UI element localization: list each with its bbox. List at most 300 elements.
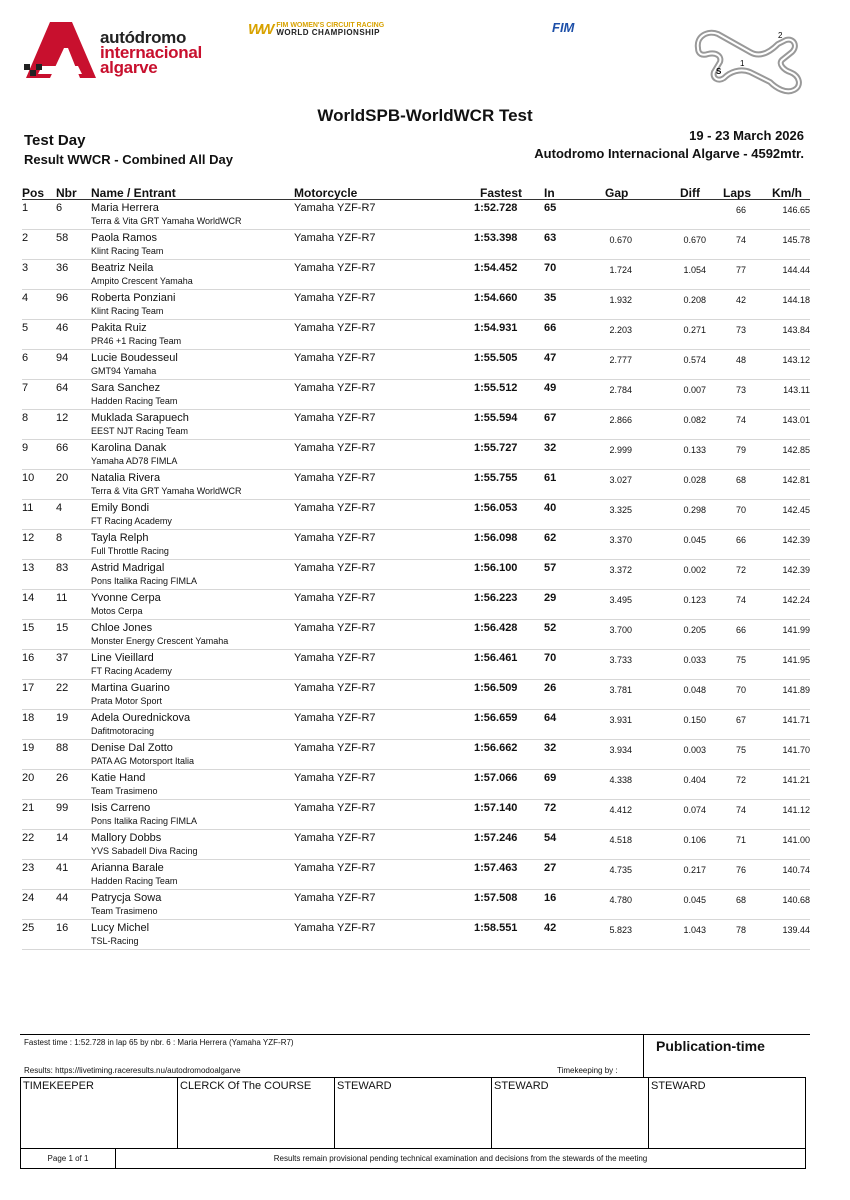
entrant-name: Yamaha AD78 FIMLA (91, 456, 178, 466)
nbr-cell: 58 (56, 232, 69, 244)
gap-cell: 2.866 (609, 415, 632, 425)
diff-cell: 0.271 (683, 325, 706, 335)
fastest-lap-cell: 1:54.660 (474, 292, 518, 304)
venue: Autodromo Internacional Algarve - 4592mtr. (534, 146, 804, 161)
speed-cell: 142.85 (782, 445, 810, 455)
pos-cell: 20 (22, 772, 35, 784)
pos-cell: 6 (22, 352, 29, 364)
in-lap-cell: 65 (544, 202, 557, 214)
in-lap-cell: 52 (544, 622, 557, 634)
speed-cell: 141.00 (782, 835, 810, 845)
speed-cell: 143.12 (782, 355, 810, 365)
fastest-lap-cell: 1:54.931 (474, 322, 518, 334)
diff-cell: 0.404 (683, 775, 706, 785)
pos-cell: 9 (22, 442, 29, 454)
fastest-lap-cell: 1:56.509 (474, 682, 518, 694)
speed-cell: 141.12 (782, 805, 810, 815)
laps-cell: 74 (735, 235, 746, 245)
table-row (22, 860, 810, 890)
circuit-logo-mark-icon (20, 18, 98, 82)
entrant-name: Ampito Crescent Yamaha (91, 276, 193, 286)
col-header-pos: Pos (22, 186, 45, 200)
motorcycle-cell: Yamaha YZF-R7 (294, 322, 376, 334)
laps-cell: 78 (735, 925, 746, 935)
fim-logo: FIM (552, 20, 575, 35)
nbr-cell: 99 (56, 802, 69, 814)
table-row (22, 770, 810, 800)
nbr-cell: 66 (56, 442, 69, 454)
gap-cell: 3.027 (609, 475, 632, 485)
sign-cell-clerk: CLERCK Of The COURSE (178, 1078, 335, 1148)
table-row (22, 590, 810, 620)
table-row (22, 380, 810, 410)
laps-cell: 74 (735, 415, 746, 425)
pos-cell: 13 (22, 562, 35, 574)
fastest-lap-cell: 1:56.223 (474, 592, 518, 604)
pos-cell: 10 (22, 472, 35, 484)
gap-cell: 2.784 (609, 385, 632, 395)
rider-name: Yvonne Cerpa (91, 592, 161, 604)
in-lap-cell: 70 (544, 262, 557, 274)
table-row (22, 560, 810, 590)
rider-name: Chloe Jones (91, 622, 153, 634)
entrant-name: Prata Motor Sport (91, 696, 163, 706)
pos-cell: 8 (22, 412, 29, 424)
fastest-lap-cell: 1:54.452 (474, 262, 518, 274)
gap-cell: 4.518 (609, 835, 632, 845)
circuit-logo (20, 18, 220, 84)
nbr-cell: 15 (56, 622, 69, 634)
pos-cell: 23 (22, 862, 35, 874)
entrant-name: Full Throttle Racing (91, 546, 169, 556)
rider-name: Roberta Ponziani (91, 292, 176, 304)
pos-cell: 25 (22, 922, 35, 934)
track-map-icon (690, 22, 810, 96)
table-row (22, 230, 810, 260)
entrant-name: Klint Racing Team (91, 246, 164, 256)
table-row (22, 410, 810, 440)
fastest-lap-cell: 1:56.461 (474, 652, 518, 664)
gap-cell: 0.670 (609, 235, 632, 245)
diff-cell: 0.205 (683, 625, 706, 635)
motorcycle-cell: Yamaha YZF-R7 (294, 502, 376, 514)
gap-cell: 1.724 (609, 265, 632, 275)
laps-cell: 70 (735, 505, 746, 515)
results-table (0, 200, 850, 950)
nbr-cell: 83 (56, 562, 69, 574)
fastest-lap-cell: 1:57.246 (474, 832, 518, 844)
col-header-fastest: Fastest (480, 186, 523, 200)
diff-cell: 0.298 (683, 505, 706, 515)
entrant-name: FT Racing Academy (91, 666, 172, 676)
fastest-lap-cell: 1:55.594 (474, 412, 518, 424)
nbr-cell: 22 (56, 682, 69, 694)
speed-cell: 142.39 (782, 535, 810, 545)
rider-name: Lucy Michel (91, 922, 150, 934)
in-lap-cell: 70 (544, 652, 557, 664)
in-lap-cell: 69 (544, 772, 557, 784)
gap-cell: 3.325 (609, 505, 632, 515)
diff-cell: 0.082 (683, 415, 706, 425)
col-header-in: In (544, 186, 555, 200)
speed-cell: 141.21 (782, 775, 810, 785)
fastest-lap-cell: 1:56.100 (474, 562, 518, 574)
rider-name: Mallory Dobbs (91, 832, 162, 844)
laps-cell: 71 (735, 835, 746, 845)
in-lap-cell: 32 (544, 442, 557, 454)
speed-cell: 142.39 (782, 565, 810, 575)
speed-cell: 145.78 (782, 235, 810, 245)
laps-cell: 66 (735, 625, 746, 635)
fastest-lap-cell: 1:57.066 (474, 772, 518, 784)
speed-cell: 140.74 (782, 865, 810, 875)
fastest-lap-cell: 1:55.755 (474, 472, 518, 484)
fastest-lap-cell: 1:57.463 (474, 862, 518, 874)
nbr-cell: 41 (56, 862, 69, 874)
laps-cell: 70 (735, 685, 746, 695)
speed-cell: 141.95 (782, 655, 810, 665)
laps-cell: 74 (735, 805, 746, 815)
in-lap-cell: 63 (544, 232, 557, 244)
motorcycle-cell: Yamaha YZF-R7 (294, 742, 376, 754)
diff-cell: 1.054 (683, 265, 706, 275)
motorcycle-cell: Yamaha YZF-R7 (294, 652, 376, 664)
motorcycle-cell: Yamaha YZF-R7 (294, 382, 376, 394)
gap-cell: 4.412 (609, 805, 632, 815)
pos-cell: 4 (22, 292, 29, 304)
series-logo (248, 20, 384, 38)
rider-name: Isis Carreno (91, 802, 151, 814)
speed-cell: 142.45 (782, 505, 810, 515)
pos-cell: 1 (22, 202, 29, 214)
gap-cell: 2.203 (609, 325, 632, 335)
in-lap-cell: 27 (544, 862, 557, 874)
sign-cell-steward-1: STEWARD (335, 1078, 492, 1148)
motorcycle-cell: Yamaha YZF-R7 (294, 412, 376, 424)
in-lap-cell: 62 (544, 532, 557, 544)
rider-name: Patrycja Sowa (91, 892, 162, 904)
in-lap-cell: 40 (544, 502, 557, 514)
in-lap-cell: 16 (544, 892, 557, 904)
in-lap-cell: 32 (544, 742, 557, 754)
result-title: Result WWCR - Combined All Day (24, 152, 233, 167)
diff-cell: 0.007 (683, 385, 706, 395)
diff-cell: 0.150 (683, 715, 706, 725)
circuit-logo-line1: autódromo (100, 28, 187, 47)
motorcycle-cell: Yamaha YZF-R7 (294, 532, 376, 544)
series-logo-line1: FIM WOMEN'S CIRCUIT RACING (276, 22, 385, 29)
entrant-name: GMT94 Yamaha (91, 366, 157, 376)
rider-name: Adela Ourednickova (91, 712, 191, 724)
speed-cell: 141.99 (782, 625, 810, 635)
speed-cell: 141.89 (782, 685, 810, 695)
gap-cell: 3.781 (609, 685, 632, 695)
series-logo-mark-icon: WW (248, 20, 273, 38)
col-header-motorcycle: Motorcycle (294, 186, 358, 200)
laps-cell: 79 (735, 445, 746, 455)
laps-cell: 77 (735, 265, 746, 275)
diff-cell: 0.045 (683, 535, 706, 545)
diff-cell: 0.208 (683, 295, 706, 305)
table-row (22, 680, 810, 710)
nbr-cell: 88 (56, 742, 69, 754)
motorcycle-cell: Yamaha YZF-R7 (294, 562, 376, 574)
nbr-cell: 8 (56, 532, 63, 544)
pos-cell: 7 (22, 382, 29, 394)
pos-cell: 18 (22, 712, 35, 724)
pos-cell: 16 (22, 652, 35, 664)
motorcycle-cell: Yamaha YZF-R7 (294, 622, 376, 634)
entrant-name: Pons Italika Racing FIMLA (91, 576, 198, 586)
gap-cell: 3.733 (609, 655, 632, 665)
diff-cell: 0.217 (683, 865, 706, 875)
gap-cell: 2.777 (609, 355, 632, 365)
nbr-cell: 36 (56, 262, 69, 274)
pos-cell: 21 (22, 802, 35, 814)
motorcycle-cell: Yamaha YZF-R7 (294, 232, 376, 244)
rider-name: Martina Guarino (91, 682, 170, 694)
fastest-lap-cell: 1:56.098 (474, 532, 518, 544)
speed-cell: 140.68 (782, 895, 810, 905)
nbr-cell: 20 (56, 472, 69, 484)
footer-info-bar (20, 1149, 806, 1169)
pos-cell: 2 (22, 232, 29, 244)
circuit-logo-line2: internacional (100, 43, 202, 62)
results-url: Results: https://livetiming.raceresults.nu/autodromodoalgarve (24, 1066, 241, 1075)
laps-cell: 73 (735, 325, 746, 335)
entrant-name: Terra & Vita GRT Yamaha WorldWCR (91, 486, 242, 496)
laps-cell: 72 (735, 565, 746, 575)
diff-cell: 0.133 (683, 445, 706, 455)
laps-cell: 68 (735, 475, 746, 485)
fastest-lap-cell: 1:56.428 (474, 622, 518, 634)
event-dates: 19 - 23 March 2026 (689, 128, 804, 143)
diff-cell: 0.033 (683, 655, 706, 665)
pos-cell: 3 (22, 262, 29, 274)
rider-name: Line Vieillard (91, 652, 154, 664)
in-lap-cell: 67 (544, 412, 557, 424)
rider-name: Muklada Sarapuech (91, 412, 189, 424)
sign-cell-steward-2: STEWARD (492, 1078, 649, 1148)
table-row (22, 530, 810, 560)
fastest-time-note: Fastest time : 1:52.728 in lap 65 by nbr. 6 : Maria Herrera (Yamaha YZF-R7) (24, 1038, 294, 1047)
laps-cell: 73 (735, 385, 746, 395)
speed-cell: 143.11 (783, 385, 810, 395)
track-start-label: S (716, 67, 722, 76)
rider-name: Natalia Rivera (91, 472, 161, 484)
in-lap-cell: 47 (544, 352, 557, 364)
series-logo-line2: WORLD CHAMPIONSHIP (276, 28, 380, 37)
motorcycle-cell: Yamaha YZF-R7 (294, 802, 376, 814)
entrant-name: Monster Energy Crescent Yamaha (91, 636, 229, 646)
nbr-cell: 96 (56, 292, 69, 304)
laps-cell: 76 (735, 865, 746, 875)
entrant-name: Hadden Racing Team (91, 876, 178, 886)
col-header-gap: Gap (605, 186, 629, 200)
timekeeping-label: Timekeeping by : (557, 1066, 618, 1075)
pos-cell: 24 (22, 892, 35, 904)
track-sector-2-label: 2 (778, 31, 783, 40)
table-row (22, 290, 810, 320)
speed-cell: 146.65 (782, 205, 810, 215)
footer-divider (20, 1034, 810, 1035)
diff-cell: 0.045 (683, 895, 706, 905)
nbr-cell: 12 (56, 412, 69, 424)
speed-cell: 143.01 (782, 415, 810, 425)
entrant-name: Pons Italika Racing FIMLA (91, 816, 198, 826)
speed-cell: 142.24 (782, 595, 810, 605)
gap-cell: 3.931 (609, 715, 632, 725)
speed-cell: 144.44 (782, 265, 810, 275)
laps-cell: 68 (735, 895, 746, 905)
rider-name: Karolina Danak (91, 442, 167, 454)
motorcycle-cell: Yamaha YZF-R7 (294, 712, 376, 724)
session-title: Test Day (24, 132, 86, 149)
col-header-diff: Diff (680, 186, 700, 200)
laps-cell: 74 (735, 595, 746, 605)
nbr-cell: 6 (56, 202, 63, 214)
entrant-name: TSL-Racing (91, 936, 139, 946)
fastest-lap-cell: 1:56.662 (474, 742, 518, 754)
table-row (22, 200, 810, 230)
fastest-lap-cell: 1:57.140 (474, 802, 518, 814)
nbr-cell: 11 (56, 592, 68, 604)
fastest-lap-cell: 1:55.505 (474, 352, 518, 364)
col-header-kmh: Km/h (772, 186, 802, 200)
table-row (22, 500, 810, 530)
diff-cell: 1.043 (683, 925, 706, 935)
entrant-name: EEST NJT Racing Team (91, 426, 189, 436)
speed-cell: 144.18 (782, 295, 810, 305)
motorcycle-cell: Yamaha YZF-R7 (294, 472, 376, 484)
entrant-name: Team Trasimeno (91, 786, 158, 796)
entrant-name: PR46 +1 Racing Team (91, 336, 182, 346)
motorcycle-cell: Yamaha YZF-R7 (294, 922, 376, 934)
in-lap-cell: 64 (544, 712, 557, 724)
rider-name: Maria Herrera (91, 202, 159, 214)
entrant-name: Team Trasimeno (91, 906, 158, 916)
motorcycle-cell: Yamaha YZF-R7 (294, 682, 376, 694)
nbr-cell: 4 (56, 502, 63, 514)
table-row (22, 890, 810, 920)
publication-time: Publication-time (656, 1038, 765, 1054)
nbr-cell: 19 (56, 712, 69, 724)
entrant-name: PATA AG Motorsport Italia (91, 756, 195, 766)
speed-cell: 139.44 (782, 925, 810, 935)
gap-cell: 5.823 (609, 925, 632, 935)
fastest-lap-cell: 1:52.728 (474, 202, 518, 214)
table-row (22, 800, 810, 830)
motorcycle-cell: Yamaha YZF-R7 (294, 772, 376, 784)
table-row (22, 260, 810, 290)
table-row (22, 710, 810, 740)
col-header-laps: Laps (723, 186, 752, 200)
motorcycle-cell: Yamaha YZF-R7 (294, 862, 376, 874)
pos-cell: 14 (22, 592, 35, 604)
entrant-name: Motos Cerpa (91, 606, 143, 616)
speed-cell: 143.84 (782, 325, 810, 335)
in-lap-cell: 54 (544, 832, 557, 844)
rider-name: Arianna Barale (91, 862, 164, 874)
gap-cell: 4.338 (609, 775, 632, 785)
table-row (22, 830, 810, 860)
pos-cell: 17 (22, 682, 35, 694)
sign-cell-steward-3: STEWARD (651, 1080, 706, 1092)
page-number: Page 1 of 1 (21, 1149, 116, 1168)
motorcycle-cell: Yamaha YZF-R7 (294, 262, 376, 274)
fastest-lap-cell: 1:56.053 (474, 502, 518, 514)
diff-cell: 0.106 (683, 835, 706, 845)
laps-cell: 66 (735, 205, 746, 215)
diff-cell: 0.002 (683, 565, 706, 575)
rider-name: Lucie Boudesseul (91, 352, 178, 364)
in-lap-cell: 57 (544, 562, 557, 574)
entrant-name: Klint Racing Team (91, 306, 164, 316)
sign-cell-timekeeper: TIMEKEEPER (21, 1078, 178, 1148)
table-row (22, 740, 810, 770)
rider-name: Katie Hand (91, 772, 146, 784)
motorcycle-cell: Yamaha YZF-R7 (294, 352, 376, 364)
gap-cell: 2.999 (609, 445, 632, 455)
motorcycle-cell: Yamaha YZF-R7 (294, 832, 376, 844)
fastest-lap-cell: 1:55.512 (474, 382, 518, 394)
pos-cell: 15 (22, 622, 35, 634)
rider-name: Sara Sanchez (91, 382, 161, 394)
rider-name: Denise Dal Zotto (91, 742, 173, 754)
motorcycle-cell: Yamaha YZF-R7 (294, 592, 376, 604)
table-row (22, 620, 810, 650)
pos-cell: 19 (22, 742, 35, 754)
diff-cell: 0.670 (683, 235, 706, 245)
table-row (22, 440, 810, 470)
rider-name: Tayla Relph (91, 532, 149, 544)
motorcycle-cell: Yamaha YZF-R7 (294, 892, 376, 904)
rider-name: Pakita Ruiz (91, 322, 147, 334)
fastest-lap-cell: 1:57.508 (474, 892, 518, 904)
col-header-name: Name / Entrant (91, 186, 176, 200)
motorcycle-cell: Yamaha YZF-R7 (294, 292, 376, 304)
pos-cell: 12 (22, 532, 35, 544)
in-lap-cell: 66 (544, 322, 557, 334)
in-lap-cell: 61 (544, 472, 557, 484)
pos-cell: 22 (22, 832, 35, 844)
diff-cell: 0.048 (683, 685, 706, 695)
laps-cell: 48 (735, 355, 746, 365)
entrant-name: Terra & Vita GRT Yamaha WorldWCR (91, 216, 242, 226)
speed-cell: 141.71 (782, 715, 810, 725)
diff-cell: 0.123 (683, 595, 706, 605)
gap-cell: 1.932 (609, 295, 632, 305)
table-row (22, 650, 810, 680)
fastest-lap-cell: 1:56.659 (474, 712, 518, 724)
laps-cell: 67 (735, 715, 746, 725)
nbr-cell: 46 (56, 322, 69, 334)
nbr-cell: 14 (56, 832, 69, 844)
table-row (22, 320, 810, 350)
fastest-lap-cell: 1:53.398 (474, 232, 518, 244)
rider-name: Emily Bondi (91, 502, 150, 514)
motorcycle-cell: Yamaha YZF-R7 (294, 202, 376, 214)
gap-cell: 3.495 (609, 595, 632, 605)
rider-name: Paola Ramos (91, 232, 158, 244)
diff-cell: 0.003 (683, 745, 706, 755)
circuit-logo-line3: algarve (100, 58, 158, 77)
nbr-cell: 64 (56, 382, 69, 394)
in-lap-cell: 35 (544, 292, 557, 304)
nbr-cell: 26 (56, 772, 69, 784)
pos-cell: 5 (22, 322, 29, 334)
gap-cell: 3.700 (609, 625, 632, 635)
